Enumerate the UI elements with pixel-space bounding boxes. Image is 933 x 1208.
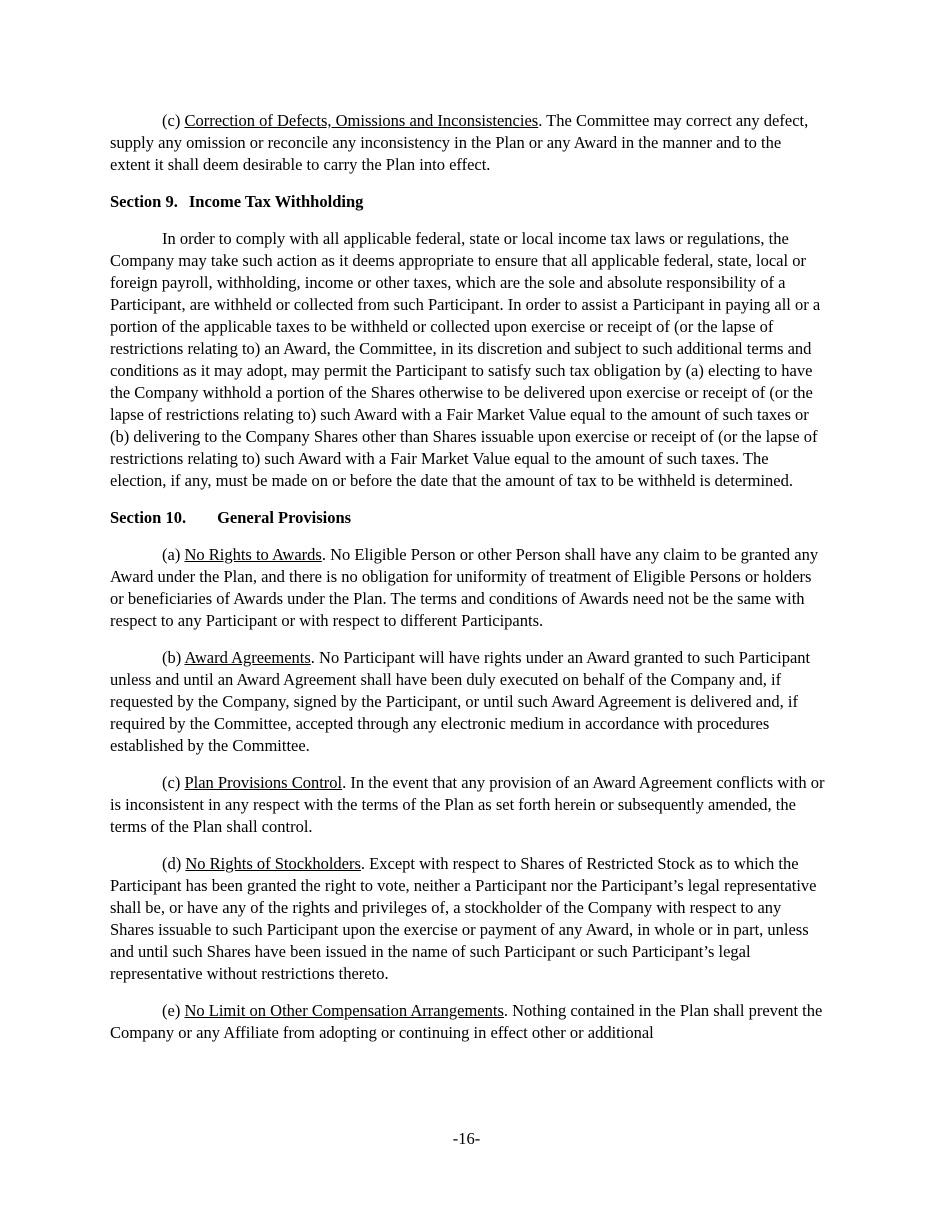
clause-label: (a) <box>162 545 185 564</box>
clause-label: (d) <box>162 854 186 873</box>
clause-heading: No Rights to Awards <box>184 545 322 564</box>
clause-heading: Correction of Defects, Omissions and Inconsistencies <box>184 111 539 130</box>
section-9-number: Section 9. <box>110 192 178 211</box>
clause-8c-paragraph <box>110 110 825 176</box>
clause-body: . The Committee may correct any defect, supply any omission or reconcile any inconsistency in the Plan or any Award in the manner and to the extent it shall deem desirable to carry the Plan into effect. <box>110 111 809 174</box>
clause-10a-paragraph <box>110 544 825 632</box>
section-9-title: Income Tax Withholding <box>188 192 364 211</box>
page-number: -16- <box>452 1129 481 1148</box>
clause-heading: Award Agreements <box>184 648 311 667</box>
clause-10b-paragraph <box>110 647 825 757</box>
clause-heading: No Rights of Stockholders <box>185 854 361 873</box>
section-10-heading <box>110 507 825 529</box>
clause-body: . Except with respect to Shares of Restricted Stock as to which the Participant has been granted the right to vote, neither a Participant nor the Participant’s legal representative shall be, or have any of the rights and privileges of, a stockholder of the Company with respect to any Shares issuable to such Participant upon the exercise or payment of any Award, in whole or in part, unless and until such Shares have been issued in the name of such Participant or such Participant’s legal representative without restrictions thereto. <box>110 854 817 983</box>
clause-heading: Plan Provisions Control <box>184 773 343 792</box>
section-9-heading <box>110 191 825 213</box>
clause-body: . Nothing contained in the Plan shall prevent the Company or any Affiliate from adopting or continuing in effect other or additional <box>110 1001 823 1042</box>
section-10-number: Section 10. <box>110 508 187 527</box>
clause-10c-paragraph <box>110 772 825 838</box>
clause-body: . In the event that any provision of an Award Agreement conflicts with or is inconsistent in any respect with the terms of the Plan as set forth herein or subsequently amended, the terms of the Plan shall control. <box>110 773 825 836</box>
clause-body: . No Participant will have rights under an Award granted to such Participant unless and until an Award Agreement shall have been duly executed on behalf of the Company and, if requested by the Company, signed by the Participant, or until such Award Agreement is delivered and, if required by the Committee, accepted through any electronic medium in accordance with procedures established by the Committee. <box>110 648 811 755</box>
clause-10e-paragraph <box>110 1000 825 1044</box>
clause-label: (e) <box>162 1001 185 1020</box>
clause-10d-paragraph <box>110 853 825 985</box>
clause-label: (b) <box>162 648 185 667</box>
section-10-title: General Provisions <box>217 508 352 527</box>
clause-label: (c) <box>162 773 185 792</box>
clause-heading: No Limit on Other Compensation Arrangements <box>184 1001 504 1020</box>
page-footer <box>0 1128 933 1150</box>
page-content <box>110 110 825 1059</box>
clause-body: . No Eligible Person or other Person shall have any claim to be granted any Award under the Plan, and there is no obligation for uniformity of treatment of Eligible Persons or holders or beneficiaries of Awards under the Plan. The terms and conditions of Awards need not be the same with respect to any Participant or with respect to different Participants. <box>110 545 819 630</box>
section-9-body: In order to comply with all applicable federal, state or local income tax laws or regulations, the Company may take such action as it deems appropriate to ensure that all applicable federal, state, local or foreign payroll, withholding, income or other taxes, which are the sole and absolute responsibility of a Participant, are withheld or collected from such Participant. In order to assist a Participant in paying all or a portion of the applicable taxes to be withheld or collected upon exercise or receipt of (or the lapse of restrictions relating to) an Award, the Committee, in its discretion and subject to such additional terms and conditions as it may adopt, may permit the Participant to satisfy such tax obligation by (a) electing to have the Company withhold a portion of the Shares otherwise to be delivered upon exercise or receipt of (or the lapse of restrictions relating to) such Award with a Fair Market Value equal to the amount of such taxes or (b) delivering to the Company Shares other than Shares issuable upon exercise or receipt of (or the lapse of restrictions relating to) such Award with a Fair Market Value equal to the amount of such taxes. The election, if any, must be made on or before the date that the amount of tax to be withheld is determined. <box>110 229 821 490</box>
clause-label: (c) <box>162 111 185 130</box>
